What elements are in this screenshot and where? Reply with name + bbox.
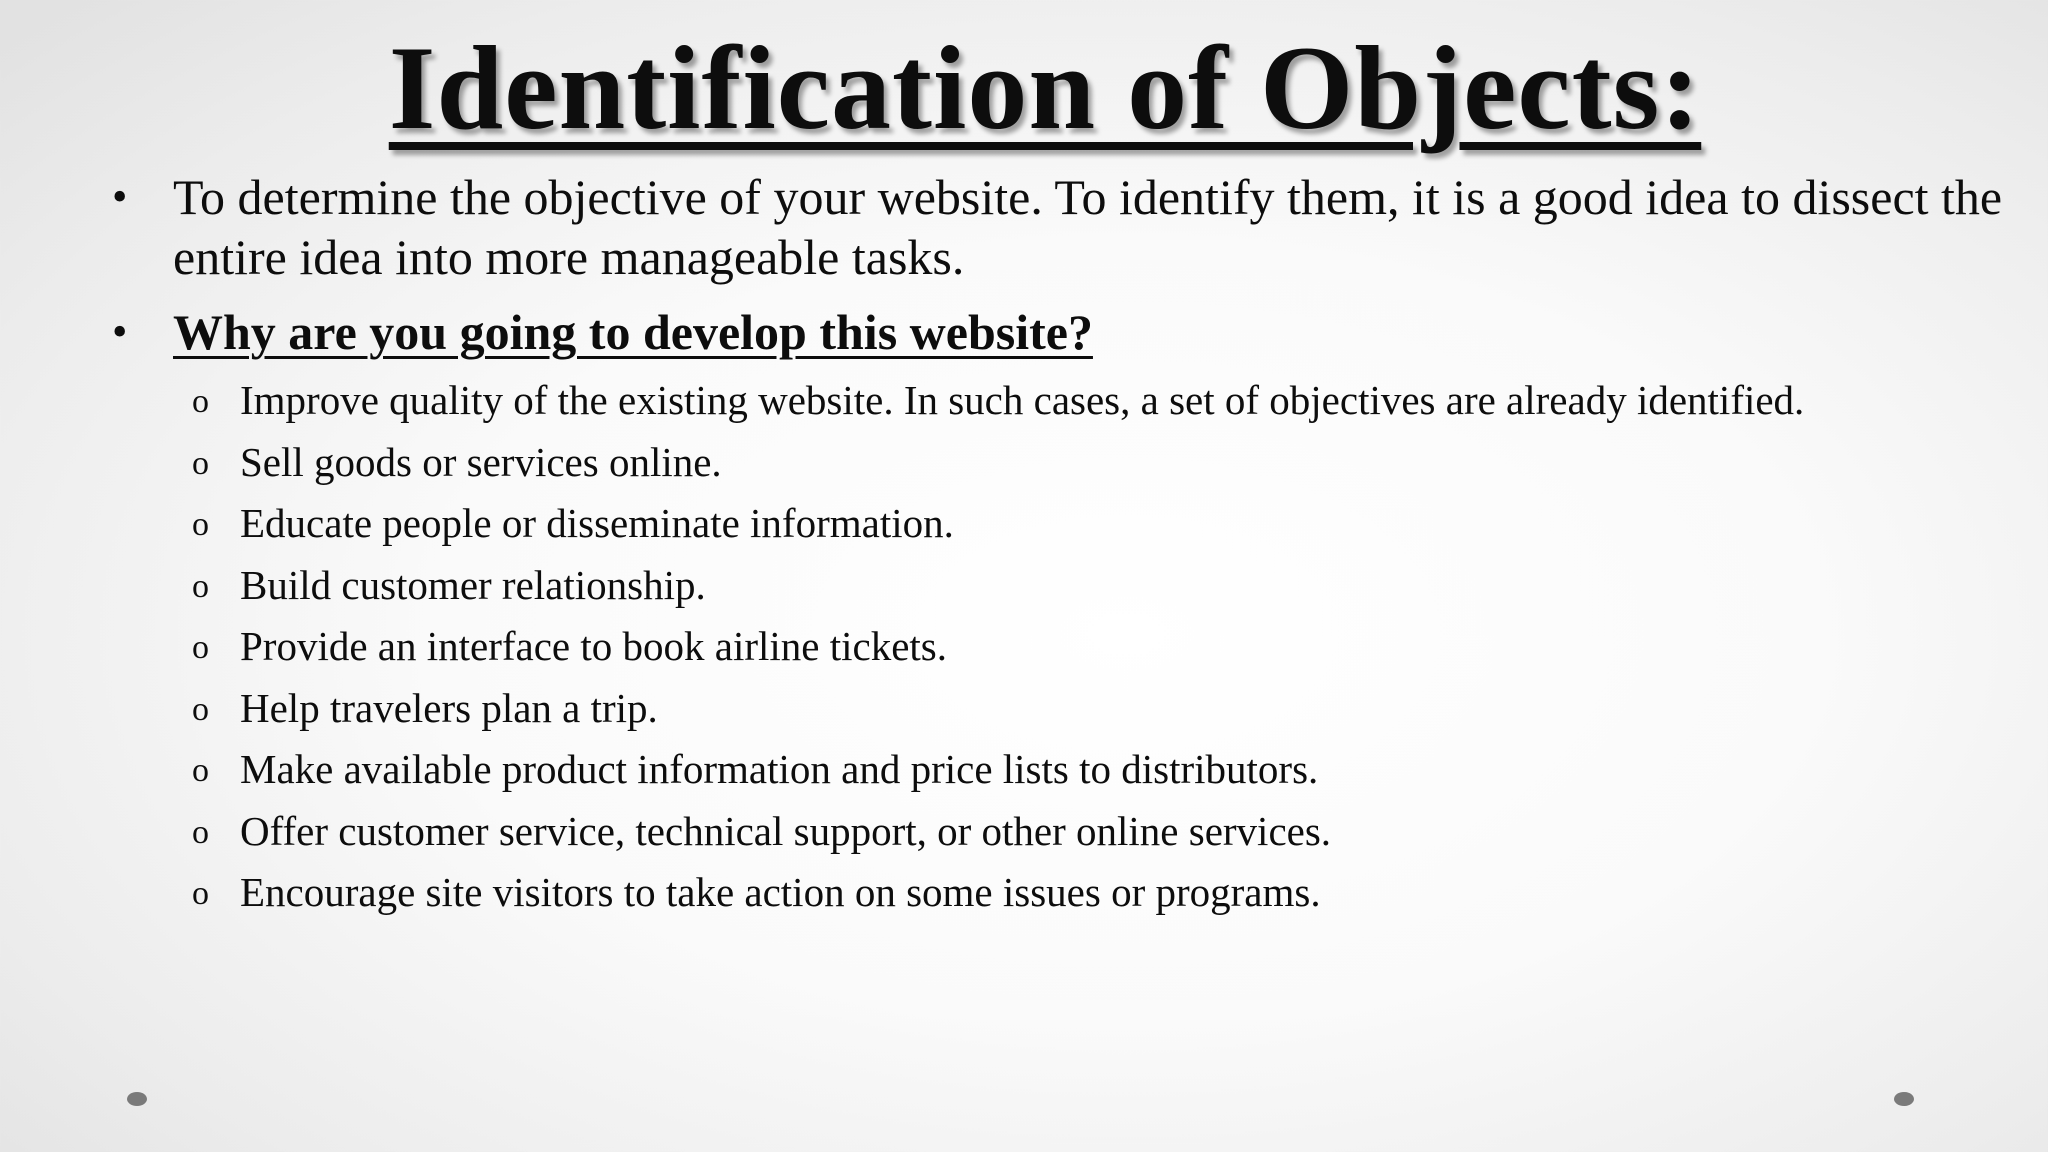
sub-bullet-item: [192, 370, 1992, 432]
sub-bullet-list: [192, 370, 1992, 924]
sub-bullet-item: [192, 678, 1992, 740]
sub-bullet-text: Provide an interface to book airline tickets.: [240, 623, 948, 669]
bullet-marker: •: [112, 307, 128, 356]
bullet-objective: [112, 167, 2003, 287]
sub-bullet-text: Offer customer service, technical support, or other online services.: [240, 807, 1332, 854]
sub-bullet-text: Help travelers plan a trip.: [240, 684, 658, 731]
sub-bullet-item: [192, 862, 1992, 924]
slide-title: Identification of Objects:: [388, 21, 1702, 154]
decorative-dot-left: [127, 1092, 147, 1106]
bullet-heading-text: Why are you going to develop this website?: [173, 304, 1093, 360]
sub-bullet-marker: o: [192, 506, 209, 543]
sub-bullet-text: Improve quality of the existing website. In such cases, a set of objectives are already identified.: [240, 377, 1805, 423]
sub-bullet-item: [192, 432, 1992, 494]
sub-bullet-item: [192, 739, 1992, 801]
sub-bullet-text: Encourage site visitors to take action on some issues or programs.: [240, 869, 1321, 915]
sub-bullet-marker: o: [192, 629, 209, 666]
sub-bullet-marker: o: [192, 813, 209, 851]
sub-bullet-text: Make available product information and price lists to distributors.: [240, 746, 1319, 792]
sub-bullet-text: Educate people or disseminate information.: [240, 500, 954, 546]
sub-bullet-text: Sell goods or services online.: [240, 438, 722, 485]
bullet-why-heading: [112, 302, 1972, 362]
decorative-dot-right: [1894, 1092, 1914, 1106]
sub-bullet-item: [192, 616, 1992, 678]
bullet-text: To determine the objective of your website. To identify them, it is a good idea to dissect the entire idea into more manageable tasks.: [173, 169, 2003, 285]
sub-bullet-marker: o: [192, 752, 209, 789]
sub-bullet-item: [192, 801, 1992, 863]
sub-bullet-text: Build customer relationship.: [240, 561, 706, 608]
sub-bullet-item: [192, 555, 1992, 617]
sub-bullet-marker: o: [192, 383, 209, 420]
sub-bullet-marker: o: [192, 567, 209, 605]
sub-bullet-marker: o: [192, 444, 209, 482]
bullet-marker: •: [112, 172, 128, 221]
sub-bullet-marker: o: [192, 690, 209, 728]
sub-bullet-marker: o: [192, 875, 209, 912]
sub-bullet-item: [192, 493, 1992, 555]
